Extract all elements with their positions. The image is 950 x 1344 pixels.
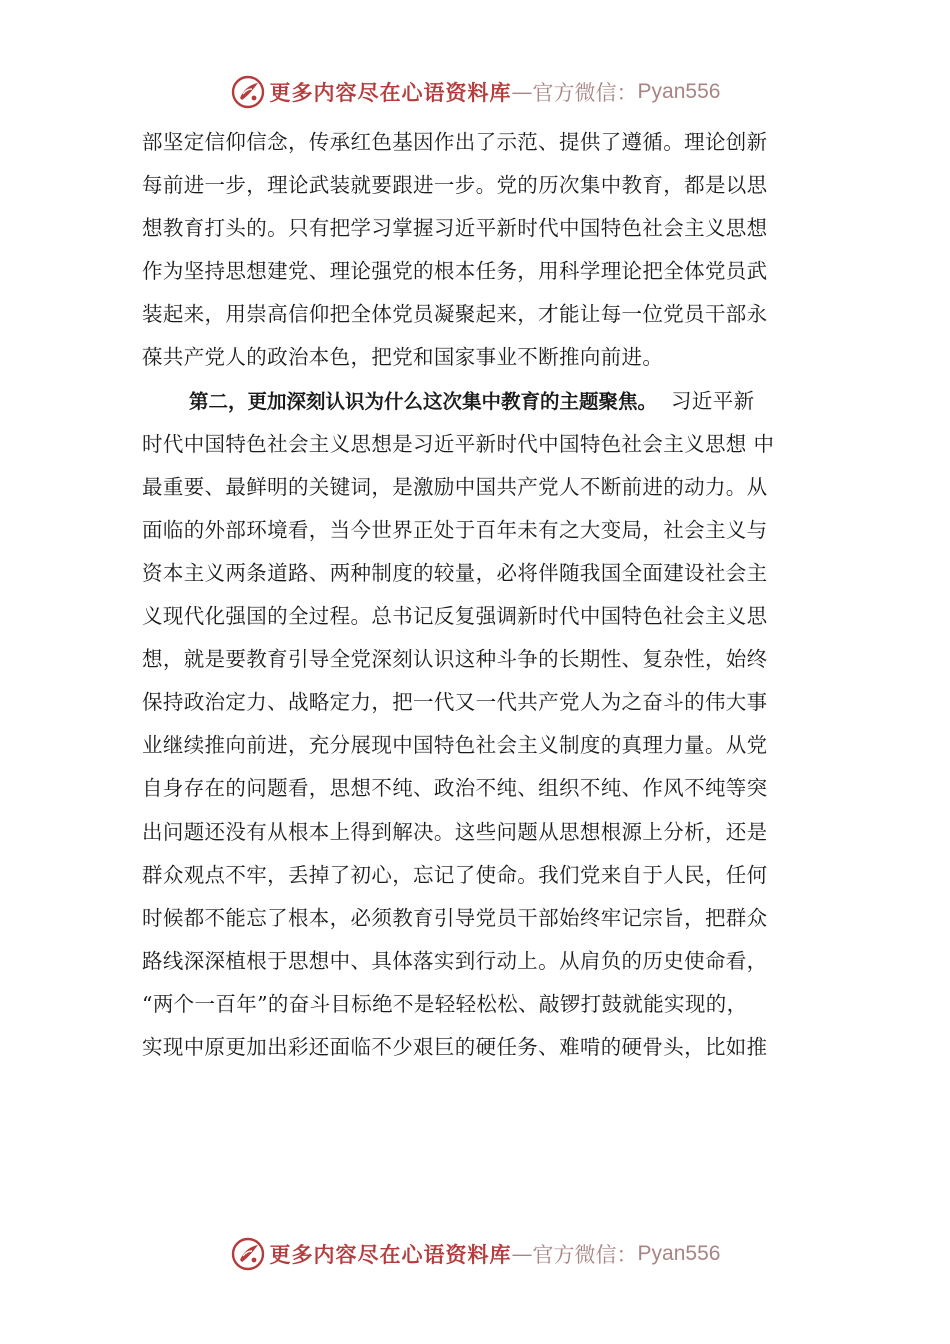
banner-wechat-label: 官方微信： [532,81,638,105]
footer-banner [0,1232,950,1276]
text-line: 时代中国特色社会主义思想是习近平新时代中国特色社会主义思想 中 [142,431,775,456]
text-line: 群众观点不牢，丢掉了初心，忘记了使命。我们党来自于人民，任何 [142,862,768,887]
section-heading-line [142,380,812,423]
text-line: 作为坚持思想建党、理论强党的根本任务，用科学理论把全体党员武 [142,259,768,284]
section-heading: 第二，更加深刻认识为什么这次集中教育的主题聚焦。 [189,389,658,413]
banner-wechat-id: Pyan556 [637,80,721,103]
text-line: 义现代化强国的全过程。总书记反复强调新时代中国特色社会主义思 [142,604,768,629]
text-line: 装起来，用崇高信仰把全体党员凝聚起来，才能让每一位党员干部永 [142,302,768,327]
text-line: 资本主义两条道路、两种制度的较量，必将伴随我国全面建设社会主 [142,560,768,585]
text-line: 保持政治定力、战略定力，把一代又一代共产党人为之奋斗的伟大事 [142,690,768,715]
banner-title: 更多内容尽在心语资料库 [269,1242,512,1267]
banner-separator: — [511,80,533,104]
banner-wechat-label: 官方微信： [532,1243,638,1267]
text-line: 时候都不能忘了根本，必须教育引导党员干部始终牢记宗旨，把群众 [142,905,768,930]
banner-separator: — [511,1242,533,1266]
text-line: “两个一百年”的奋斗目标绝不是轻轻松松、敲锣打鼓就能实现的， [142,991,748,1016]
text-line: 自身存在的问题看，思想不纯、政治不纯、组织不纯、作风不纯等突 [142,776,768,801]
heading-tail-text: 习近平新 [671,388,755,413]
text-line: 部坚定信仰信念，传承红色基因作出了示范、提供了遵循。理论创新 [142,130,768,154]
text-line: 想教育打头的。只有把学习掌握习近平新时代中国特色社会主义思想 [142,216,768,241]
banner-title: 更多内容尽在心语资料库 [269,80,512,105]
text-line: 葆共产党人的政治本色，把党和国家事业不断推向前进。 [142,345,664,370]
text-line: 业继续推向前进，充分展现中国特色社会主义制度的真理力量。从党 [142,733,768,758]
text-line: 路线深深植根于思想中、具体落实到行动上。从肩负的历史使命看， [142,948,768,973]
text-line: 面临的外部环境看，当今世界正处于百年未有之大变局，社会主义与 [142,517,768,542]
flower-seal-logo-icon [230,1236,266,1272]
document-body [142,121,812,1069]
text-line: 每前进一步，理论武装就要跟进一步。党的历次集中教育，都是以思 [142,173,768,198]
banner-wechat-id: Pyan556 [637,1242,721,1265]
text-line: 想，就是要教育引导全党深刻认识这种斗争的长期性、复杂性，始终 [142,647,768,672]
text-line: 实现中原更加出彩还面临不少艰巨的硬任务、难啃的硬骨头，比如推 [142,1034,768,1059]
flower-seal-logo-icon [230,74,266,110]
text-line: 最重要、最鲜明的关键词，是激励中国共产党人不断前进的动力。从 [142,474,768,499]
text-line: 出问题还没有从根本上得到解决。这些问题从思想根源上分析，还是 [142,819,768,844]
header-banner [0,70,950,114]
